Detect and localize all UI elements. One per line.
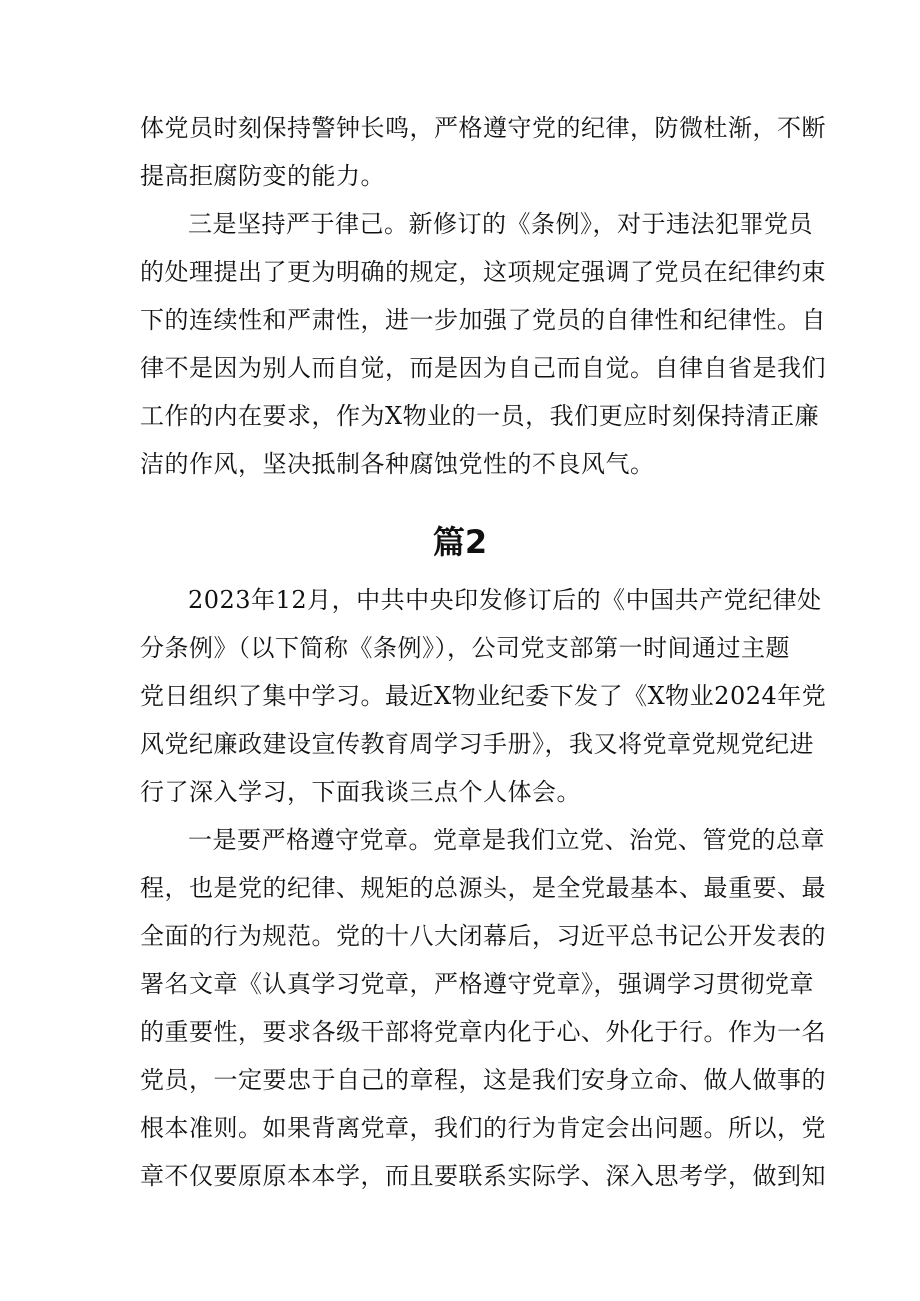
body-text-line: 提高拒腐防变的能力。 [140, 162, 385, 190]
paragraph-first-line: 三是坚持严于律己。新修订的《条例》，对于违法犯罪党员 [188, 210, 813, 238]
body-text-line: 下的连续性和严肃性，进一步加强了党员的自律性和纪律性。自 [140, 306, 826, 334]
body-text-line: 署名文章《认真学习党章，严格遵守党章》，强调学习贯彻党章 [140, 970, 814, 998]
body-text-line: 的重要性，要求各级干部将党章内化于心、外化于行。作为一名 [140, 1018, 826, 1046]
body-text-line: 根本准则。如果背离党章，我们的行为肯定会出问题。所以，党 [140, 1114, 826, 1142]
body-text-line: 的处理提出了更为明确的规定，这项规定强调了党员在纪律约束 [140, 258, 826, 286]
body-text-line: 党员，一定要忠于自己的章程，这是我们安身立命、做人做事的 [140, 1066, 826, 1094]
body-text-line: 分条例》（以下简称《条例》），公司党支部第一时间通过主题 [140, 634, 790, 662]
body-text-line: 全面的行为规范。党的十八大闭幕后，习近平总书记公开发表的 [140, 922, 826, 950]
section-heading: 篇2 [432, 523, 488, 561]
body-text-line: 体党员时刻保持警钟长鸣，严格遵守党的纪律，防微杜渐，不断 [140, 114, 826, 142]
body-text-line: 程，也是党的纪律、规矩的总源头，是全党最基本、最重要、最 [140, 874, 826, 902]
body-text-line: 洁的作风，坚决抵制各种腐蚀党性的不良风气。 [140, 450, 655, 478]
body-text-line: 章不仅要原原本本学，而且要联系实际学、深入思考学，做到知 [140, 1162, 826, 1190]
paragraph-first-line: 一是要严格遵守党章。党章是我们立党、治党、管党的总章 [188, 826, 825, 854]
body-text-line: 风党纪廉政建设宣传教育周学习手册》，我又将党章党规党纪进 [140, 730, 814, 758]
body-text-line: 律不是因为别人而自觉，而是因为自己而自觉。自律自省是我们 [140, 354, 826, 382]
body-text-line: 行了深入学习，下面我谈三点个人体会。 [140, 778, 581, 806]
body-text-line: 党日组织了集中学习。最近X物业纪委下发了《X物业2024年党 [140, 682, 827, 710]
body-text-line: 工作的内在要求，作为X物业的一员，我们更应时刻保持清正廉 [140, 402, 820, 430]
paragraph-first-line: 2023年12月，中共中央印发修订后的《中国共产党纪律处 [188, 586, 822, 614]
